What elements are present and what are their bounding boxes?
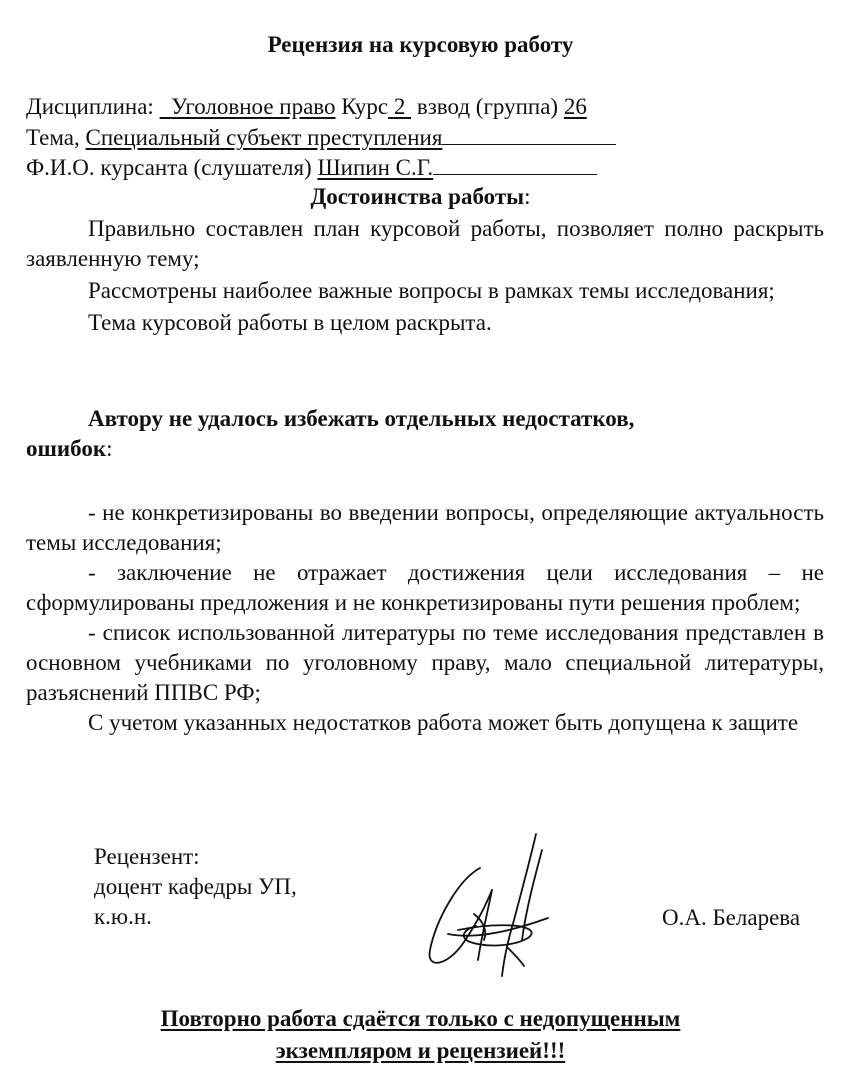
course-value: 2 xyxy=(393,94,406,119)
merits-heading: Достоинства работы: xyxy=(310,184,531,209)
shortcomings-list xyxy=(26,498,824,738)
handwritten-signature xyxy=(418,830,578,980)
student-value: Шипин С.Г. xyxy=(317,155,434,180)
group-label: взвод (группа) xyxy=(416,94,559,119)
student-label: Ф.И.О. курсанта (слушателя) xyxy=(26,155,312,180)
reviewer-position: доцент кафедры УП, xyxy=(94,874,297,899)
merit-item: Рассмотрены наиболее важные вопросы в рамках темы исследования; xyxy=(88,278,775,303)
shortcoming-item: - список использованной литературы по теме исследования представлен в основном учебниками по уголовному праву, мало специальной литературы, разъяснений ППВС РФ; xyxy=(26,620,824,705)
student-line xyxy=(26,152,597,183)
discipline-value: Уголовное право xyxy=(171,94,336,119)
reviewer-label: Рецензент: xyxy=(94,844,200,869)
reviewer-name: О.А. Беларева xyxy=(662,905,801,930)
student-blank-line-2 xyxy=(515,152,597,175)
document-title: Рецензия на курсовую работу xyxy=(267,32,574,57)
conclusion-text: С учетом указанных недостатков работа может быть допущена к защите xyxy=(88,710,799,735)
topic-line xyxy=(26,122,616,153)
shortcoming-item: - заключение не отражает достижения цели исследования – не сформулированы предложения и не конкретизированы пути решения проблем; xyxy=(26,560,824,615)
course-label: Курс xyxy=(341,94,389,119)
shortcoming-item: - не конкретизированы во введении вопросы, определяющие актуальность темы исследования; xyxy=(26,500,824,555)
reviewer-degree: к.ю.н. xyxy=(94,904,152,929)
footer-line-1: Повторно работа сдаётся только с недопущенным xyxy=(160,1006,681,1031)
topic-value: Специальный субъект преступления xyxy=(85,125,443,150)
discipline-line xyxy=(26,92,587,122)
reviewer-block xyxy=(94,842,297,932)
shortcomings-heading: Автору не удалось избежать отдельных недостатков, ошибок: xyxy=(26,406,635,461)
group-value: 26 xyxy=(563,94,587,119)
merit-item: Правильно составлен план курсовой работы, позволяет полно раскрыть заявленную тему; xyxy=(26,216,824,271)
merit-item: Тема курсовой работы в целом раскрыта. xyxy=(88,310,492,335)
student-blank-line-1 xyxy=(433,152,515,175)
course-value-wrap xyxy=(388,94,411,119)
topic-label: Тема, xyxy=(26,125,80,150)
merits-list xyxy=(26,214,824,338)
discipline-value-blank xyxy=(160,94,172,119)
footer-line-2: экземпляром и рецензией!!! xyxy=(275,1038,566,1063)
topic-blank-line xyxy=(442,122,616,145)
discipline-label: Дисциплина: xyxy=(26,94,154,119)
footer-notice xyxy=(0,1003,841,1067)
